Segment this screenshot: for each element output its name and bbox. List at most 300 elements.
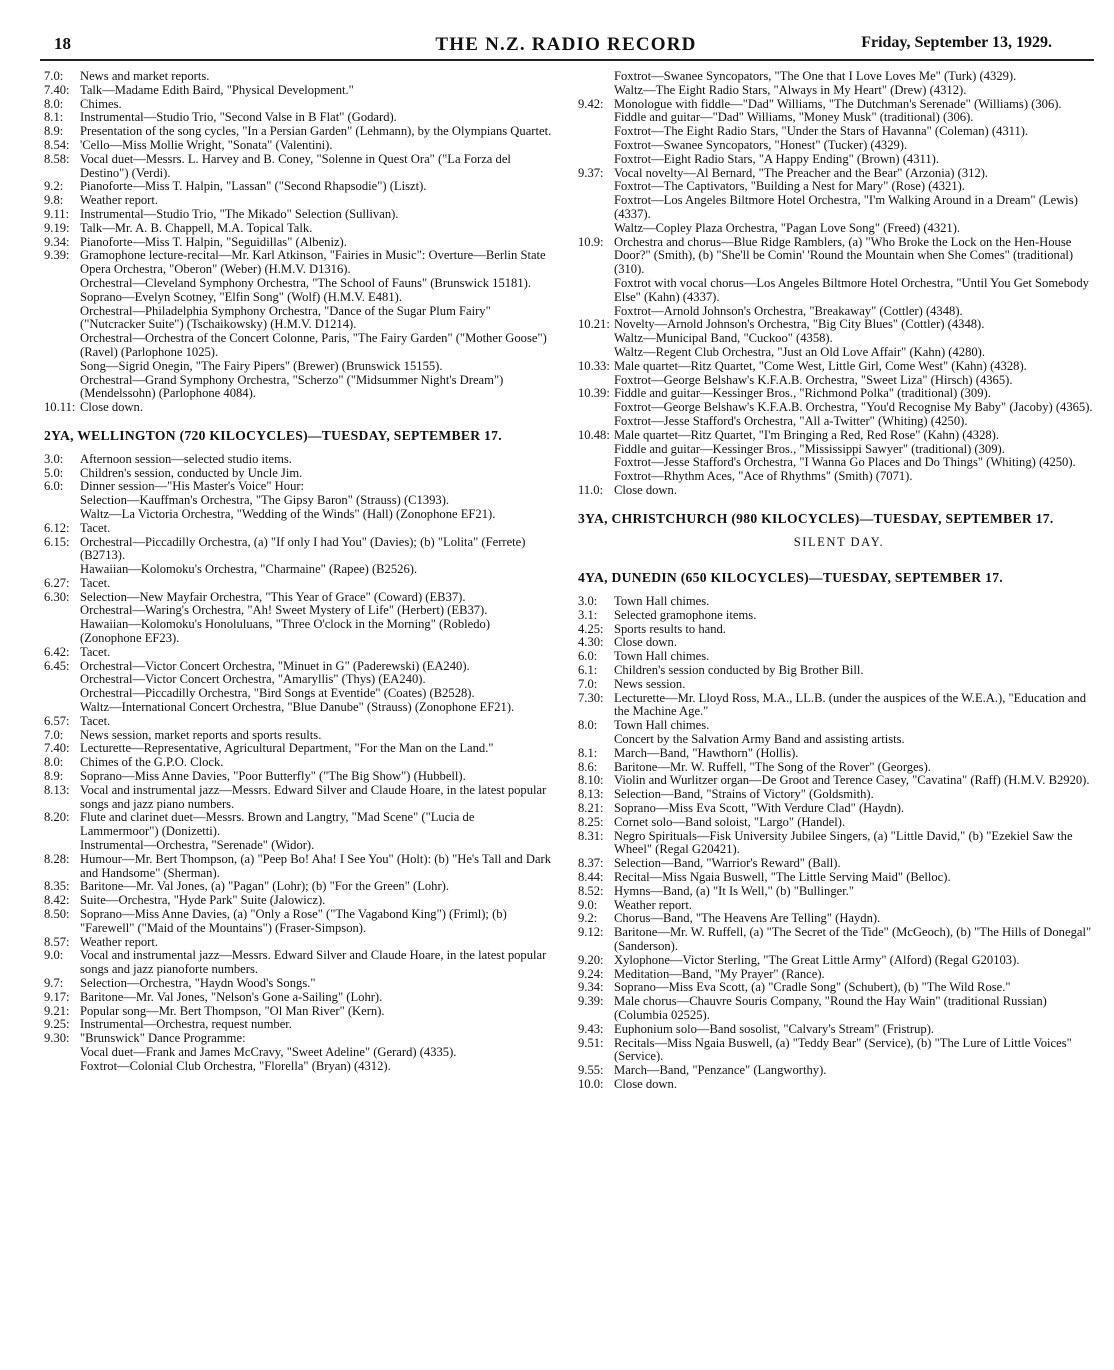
programme-entry (578, 194, 1100, 222)
entry-text: Male chorus—Chauvre Souris Company, "Round the Hay Wain" (traditional Russian) (Columbia 02525). (614, 994, 1047, 1022)
entry-time: 9.17: (44, 989, 70, 1004)
entry-time (44, 305, 80, 333)
programme-entry (44, 936, 552, 950)
programme-entry (44, 729, 552, 743)
entry-time: 9.8: (44, 193, 64, 208)
entry-text: Presentation of the song cycles, "In a Persian Garden" (Lehmann), by the Olympians Quartet. (80, 124, 552, 139)
programme-entry (578, 650, 1100, 664)
programme-entry (44, 880, 552, 894)
entry-text: Concert by the Salvation Army Band and assisting artists. (614, 732, 905, 747)
entry-time: 10.33: (578, 358, 610, 373)
entry-text: Instrumental—Orchestra, "Serenade" (Widor). (80, 838, 315, 853)
entry-text: March—Band, "Hawthorn" (Hollis). (614, 745, 799, 760)
entry-text: Vocal duet—Messrs. L. Harvey and B. Coney, "Solenne in Quest Ora" ("La Forza del Destino") (Verdi). (80, 151, 511, 180)
entry-text: Foxtrot—Arnold Johnson's Orchestra, "Breakaway" (Cottler) (4348). (614, 303, 963, 318)
programme-entry (44, 701, 552, 715)
entry-text: Cornet solo—Band soloist, "Largo" (Handel). (614, 814, 846, 829)
programme-entry (578, 816, 1100, 830)
programme-entry (578, 401, 1100, 415)
programme-entry (578, 733, 1100, 747)
entry-text: Waltz—Regent Club Orchestra, "Just an Old Love Affair" (Kahn) (4280). (614, 344, 986, 359)
entry-text: Close down. (614, 482, 677, 497)
entry-time: 8.35: (44, 879, 70, 894)
entry-text: Waltz—La Victoria Orchestra, "Wedding of the Winds" (Hall) (Zonophone EF21). (80, 506, 496, 521)
entry-text: Sports results to hand. (614, 621, 726, 636)
entry-time (578, 733, 614, 747)
entry-text: Novelty—Arnold Johnson's Orchestra, "Big City Blues" (Cottler) (4348). (614, 317, 985, 332)
entry-text: Selection—Band, "Strains of Victory" (Goldsmith). (614, 787, 874, 802)
programme-entry (578, 429, 1100, 443)
programme-entry (44, 522, 552, 536)
programme-entry (44, 1032, 552, 1046)
entry-text: Baritone—Mr. W. Ruffell, (a) "The Secret of the Tide" (McGeoch), (b) "The Hills of Donegal" (Sanderson). (614, 925, 1092, 954)
entry-text: Recitals—Miss Ngaia Buswell, (a) "Teddy Bear" (Service), (b) "The Lure of Little Voices" (Service). (614, 1035, 1072, 1064)
programme-entry (578, 871, 1100, 885)
entry-text: Foxtrot—Swanee Syncopators, "The One that I Love Loves Me" (Turk) (4329). (614, 69, 1017, 83)
entry-time: 9.30: (44, 1031, 70, 1046)
entry-text: Selection—Orchestra, "Haydn Wood's Songs." (80, 976, 316, 990)
entry-text: Foxtrot—Jesse Stafford's Orchestra, "I Wanna Go Places and Do Things" (Whiting) (4250). (614, 455, 1076, 470)
programme-entry (578, 678, 1100, 692)
entry-time: 8.58: (44, 151, 70, 166)
entry-time: 8.9: (44, 769, 64, 784)
entry-text: Soprano—Miss Anne Davies, (a) "Only a Rose" ("The Vagabond King") (Friml); (b) "Farewell" ("Maid of the Mountains") (Fraser-Simpson). (80, 907, 507, 935)
programme-entry (578, 774, 1100, 788)
entry-text: Orchestral—Waring's Orchestra, "Ah! Sweet Mystery of Life" (Herbert) (EB37). (80, 603, 488, 618)
entry-text: Baritone—Mr. Val Jones, (a) "Pagan" (Lohr); (b) "For the Green" (Lohr). (80, 879, 450, 894)
entry-text: Male quartet—Ritz Quartet, "I'm Bringing a Red, Red Rose" (Kahn) (4328). (614, 427, 1000, 442)
programme-entry (44, 591, 552, 605)
entry-text: Hymns—Band, (a) "It Is Well," (b) "Bullinger." (614, 883, 855, 898)
programme-entry (578, 719, 1100, 733)
programme-entry (578, 761, 1100, 775)
entry-time (44, 1060, 80, 1074)
entry-time: 9.25: (44, 1017, 70, 1032)
entry-time (578, 222, 614, 236)
entry-text: Orchestra and chorus—Blue Ridge Ramblers, (a) "Who Broke the Lock on the Hen-House Door?" (Smith), (b) "She'll be Comin' 'Round the Mountain when She Comes" (traditional) (310). (614, 234, 1074, 277)
entry-text: Foxtrot—The Captivators, "Building a Nest for Mary" (Rose) (4321). (614, 179, 965, 194)
entry-time: 4.30: (578, 635, 604, 650)
entry-time: 3.1: (578, 607, 598, 622)
entry-time: 6.57: (44, 713, 70, 728)
entry-text: Humour—Mr. Bert Thompson, (a) "Peep Bo! Aha! I See You" (Holt): (b) "He's Tall and Dark and Handsome" (Sherman). (80, 851, 552, 880)
entry-text: Flute and clarinet duet—Messrs. Brown and Langtry, "Mad Scene" ("Lucia de Lammermoor") (Donizetti). (80, 810, 475, 839)
entry-time: 9.20: (578, 952, 604, 967)
entry-time: 9.24: (578, 966, 604, 981)
entry-time: 9.51: (578, 1035, 604, 1050)
entry-time: 8.0: (44, 96, 64, 111)
entry-text: Waltz—Copley Plaza Orchestra, "Pagan Love Song" (Freed) (4321). (614, 220, 961, 235)
christchurch-note: SILENT DAY. (793, 534, 885, 549)
entry-time: 7.40: (44, 741, 70, 756)
entry-time (578, 374, 614, 388)
programme-entry (44, 1060, 552, 1074)
programme-entry (44, 401, 552, 415)
entry-time: 8.37: (578, 856, 604, 871)
programme-entry (44, 1018, 552, 1032)
entry-text: Chorus—Band, "The Heavens Are Telling" (Haydn). (614, 911, 881, 926)
header-rule (40, 59, 1094, 61)
wellington-heading: 2YA, WELLINGTON (720 KILOCYCLES)—TUESDAY, SEPTEMBER 17. (44, 427, 502, 443)
entry-time: 6.1: (578, 663, 598, 678)
entry-text: Foxtrot—Jesse Stafford's Orchestra, "All a-Twitter" (Whiting) (4250). (614, 413, 968, 428)
programme-entry (578, 926, 1100, 954)
programme-entry (44, 604, 552, 618)
programme-entry (578, 125, 1100, 139)
programme-entry (578, 236, 1100, 277)
entry-text: Selected gramophone items. (614, 607, 757, 622)
programme-entry (44, 977, 552, 991)
entry-time: 8.31: (578, 828, 604, 843)
entry-text: Town Hall chimes. (614, 718, 710, 733)
entry-time (578, 153, 614, 167)
entry-text: Vocal and instrumental jazz—Messrs. Edward Silver and Claude Hoare, in the latest popular songs and jazz pianoforte numbers. (80, 948, 547, 977)
programme-entry (44, 618, 552, 646)
entry-time: 6.0: (44, 479, 64, 494)
entry-time: 8.28: (44, 851, 70, 866)
entry-text: Children's session conducted by Big Brother Bill. (614, 663, 864, 678)
entry-text: Afternoon session—selected studio items. (80, 451, 292, 466)
entry-time (44, 374, 80, 402)
programme-entry (578, 111, 1100, 125)
programme-entry (578, 968, 1100, 982)
entry-text: Orchestral—Victor Concert Orchestra, "Amaryllis" (Thys) (EA240). (80, 672, 426, 687)
programme-entry (578, 609, 1100, 623)
programme-entry (578, 747, 1100, 761)
programme-entry (44, 811, 552, 839)
entry-text: Gramophone lecture-recital—Mr. Karl Atkinson, "Fairies in Music": Overture—Berlin State Opera Orchestra, "Oberon" (Weber) (H.M.V. D1316). (80, 248, 546, 277)
programme-entry (44, 536, 552, 564)
entry-text: Close down. (614, 1076, 677, 1091)
entry-text: Hawaiian—Kolomoku's Honoluluans, "Three O'clock in the Morning" (Robledo) (Zonophone EF23). (80, 617, 491, 646)
programme-entry (44, 949, 552, 977)
programme-entry (578, 623, 1100, 637)
entry-text: Close down. (80, 400, 143, 415)
programme-entry (44, 563, 552, 577)
entry-time: 9.7: (44, 976, 64, 990)
programme-entry (44, 660, 552, 674)
entry-time (44, 494, 80, 508)
entry-text: Song—Sigrid Onegin, "The Fairy Pipers" (Brewer) (Brunswick 15155). (80, 358, 443, 373)
continued-dance-programme-list (578, 70, 1100, 498)
programme-entry (578, 830, 1100, 858)
entry-time: 9.43: (578, 1021, 604, 1036)
entry-time: 6.42: (44, 644, 70, 659)
entry-time: 7.0: (44, 69, 64, 83)
entry-text: Waltz—Municipal Band, "Cuckoo" (4358). (614, 331, 833, 346)
entry-text: Baritone—Mr. Val Jones, "Nelson's Gone a-Sailing" (Lohr). (80, 989, 383, 1004)
entry-text: Vocal novelty—Al Bernard, "The Preacher and the Bear" (Arzonia) (312). (614, 165, 989, 180)
entry-text: "Brunswick" Dance Programme: (80, 1031, 246, 1046)
entry-time: 6.15: (44, 534, 70, 549)
programme-entry (578, 180, 1100, 194)
entry-time: 8.10: (578, 773, 604, 788)
entry-time (578, 194, 614, 222)
programme-entry (578, 222, 1100, 236)
entry-time (578, 70, 614, 84)
entry-text: Pianoforte—Miss T. Halpin, "Seguidillas" (Albeniz). (80, 234, 347, 249)
left-column (44, 70, 552, 1074)
programme-entry (44, 1046, 552, 1060)
entry-time (44, 604, 80, 618)
entry-time: 9.0: (44, 948, 64, 963)
programme-entry (44, 908, 552, 936)
programme-entry (44, 360, 552, 374)
entry-time (44, 332, 80, 360)
entry-time (44, 360, 80, 374)
entry-time: 6.27: (44, 575, 70, 590)
entry-time: 7.30: (578, 690, 604, 705)
programme-entry (578, 98, 1100, 112)
entry-text: Suite—Orchestra, "Hyde Park" Suite (Jalowicz). (80, 893, 326, 908)
entry-time: 9.12: (578, 925, 604, 940)
entry-time (44, 277, 80, 291)
entry-time: 8.1: (578, 745, 598, 760)
programme-entry (44, 125, 552, 139)
wellington-programme-list (44, 453, 552, 1074)
programme-entry (44, 577, 552, 591)
entry-time: 8.13: (578, 787, 604, 802)
entry-time: 9.11: (44, 206, 70, 221)
programme-entry (44, 853, 552, 881)
programme-entry (44, 111, 552, 125)
programme-entry (578, 360, 1100, 374)
programme-entry (44, 715, 552, 729)
programme-entry (578, 981, 1100, 995)
entry-time: 9.21: (44, 1003, 70, 1018)
entry-text: March—Band, "Penzance" (Langworthy). (614, 1063, 827, 1078)
programme-entry (578, 954, 1100, 968)
entry-time: 7.0: (44, 727, 64, 742)
entry-time: 8.20: (44, 810, 70, 825)
entry-time: 9.39: (578, 994, 604, 1009)
entry-text: Waltz—The Eight Radio Stars, "Always in My Heart" (Drew) (4312). (614, 82, 967, 97)
entry-time (44, 687, 80, 701)
entry-text: Selection—Band, "Warrior's Reward" (Ball). (614, 856, 841, 871)
entry-text: Lecturette—Representative, Agricultural Department, "For the Man on the Land." (80, 741, 494, 756)
entry-text: News session. (614, 676, 686, 691)
programme-entry (578, 387, 1100, 401)
entry-text: Town Hall chimes. (614, 594, 710, 609)
programme-entry (44, 770, 552, 784)
entry-time (44, 673, 80, 687)
programme-entry (578, 70, 1100, 84)
entry-time (578, 332, 614, 346)
programme-entry (44, 894, 552, 908)
entry-text: Tacet. (80, 520, 111, 535)
entry-text: Foxtrot with vocal chorus—Los Angeles Biltmore Hotel Orchestra, "Until You Get Somebody Else" (Kahn) (4337). (614, 275, 1089, 304)
entry-time: 8.21: (578, 801, 604, 816)
entry-text: Hawaiian—Kolomoku's Orchestra, "Charmaine" (Rapee) (B2526). (80, 562, 418, 577)
entry-time: 9.55: (578, 1063, 604, 1078)
programme-entry (578, 167, 1100, 181)
entry-time: 8.50: (44, 907, 70, 922)
dunedin-programme-list (578, 595, 1100, 1092)
entry-text: Talk—Mr. A. B. Chappell, M.A. Topical Talk. (80, 220, 313, 235)
programme-entry (578, 456, 1100, 470)
entry-time: 8.44: (578, 870, 604, 885)
entry-time (578, 111, 614, 125)
programme-entry (578, 415, 1100, 429)
programme-entry (44, 194, 552, 208)
entry-text: Instrumental—Studio Trio, "The Mikado" Selection (Sullivan). (80, 206, 399, 221)
programme-entry (44, 374, 552, 402)
entry-text: News and market reports. (80, 69, 210, 83)
entry-time: 9.37: (578, 165, 604, 180)
entry-time: 6.45: (44, 658, 70, 673)
entry-text: Weather report. (80, 934, 159, 949)
entry-text: Chimes. (80, 96, 122, 111)
entry-text: Vocal duet—Frank and James McCravy, "Sweet Adeline" (Gerard) (4335). (80, 1044, 457, 1059)
entry-time: 6.30: (44, 589, 70, 604)
programme-entry (578, 912, 1100, 926)
entry-time: 10.9: (578, 234, 604, 249)
entry-time: 9.0: (578, 897, 598, 912)
entry-text: Male quartet—Ritz Quartet, "Come West, Little Girl, Come West" (Kahn) (4328). (614, 358, 1027, 373)
programme-entry (44, 467, 552, 481)
entry-text: Foxtrot—Colonial Club Orchestra, "Florella" (Bryan) (4312). (80, 1058, 391, 1073)
entry-time: 8.0: (578, 718, 598, 733)
programme-entry (44, 687, 552, 701)
programme-entry (578, 595, 1100, 609)
entry-text: Orchestral—Piccadilly Orchestra, (a) "If only I had You" (Davies); (b) "Lolita" (Ferrete) (B2713). (80, 534, 526, 563)
entry-text: Weather report. (614, 897, 693, 912)
entry-time (578, 470, 614, 484)
entry-text: Baritone—Mr. W. Ruffell, "The Song of the Rover" (Georges). (614, 759, 931, 774)
entry-text: Talk—Madame Edith Baird, "Physical Development." (80, 82, 354, 97)
programme-entry (44, 98, 552, 112)
entry-text: News session, market reports and sports results. (80, 727, 322, 742)
entry-text: Foxtrot—George Belshaw's K.F.A.B. Orchestra, "You'd Recognise My Baby" (Jacoby) (4365). (614, 400, 1093, 415)
programme-entry (578, 1037, 1100, 1065)
entry-time: 9.34: (44, 234, 70, 249)
programme-entry (44, 249, 552, 277)
entry-time: 8.1: (44, 110, 64, 125)
entry-text: Negro Spirituals—Fisk University Jubilee Singers, (a) "Little David," (b) "Ezekiel Saw the Wheel" (Regal G20421). (614, 828, 1073, 857)
entry-time: 7.40: (44, 82, 70, 97)
entry-text: Fiddle and guitar—Kessinger Bros., "Richmond Polka" (traditional) (309). (614, 386, 991, 401)
entry-text: Soprano—Miss Anne Davies, "Poor Butterfly" ("The Big Show") (Hubbell). (80, 769, 466, 784)
entry-text: Chimes of the G.P.O. Clock. (80, 755, 224, 770)
programme-entry (44, 70, 552, 84)
programme-entry (578, 857, 1100, 871)
entry-text: Foxtrot—Swanee Syncopators, "Honest" (Tucker) (4329). (614, 137, 908, 152)
entry-time: 11.0: (578, 482, 604, 497)
entry-time (578, 346, 614, 360)
programme-entry (44, 291, 552, 305)
entry-time: 10.21: (578, 317, 610, 332)
entry-text: Close down. (614, 635, 677, 650)
programme-entry (44, 139, 552, 153)
entry-time: 8.6: (578, 759, 598, 774)
programme-entry (44, 646, 552, 660)
entry-time: 9.34: (578, 980, 604, 995)
programme-entry (578, 1078, 1100, 1092)
entry-time: 10.0: (578, 1076, 604, 1091)
entry-text: Violin and Wurlitzer organ—De Groot and Terence Casey, "Cavatina" (Raff) (H.M.V. B2920). (614, 773, 1090, 788)
entry-time: 9.2: (578, 911, 598, 926)
entry-time (44, 618, 80, 646)
entry-time (578, 139, 614, 153)
programme-entry (578, 899, 1100, 913)
entry-time: 8.57: (44, 934, 70, 949)
right-column (578, 70, 1100, 1092)
issue-date: Friday, September 13, 1929. (861, 34, 1052, 51)
programme-entry (578, 318, 1100, 332)
entry-text: Orchestral—Grand Symphony Orchestra, "Scherzo" ("Midsummer Night's Dream") (Mendelssohn) (Parlophone 4084). (80, 372, 504, 401)
programme-entry (44, 839, 552, 853)
entry-time: 8.0: (44, 755, 64, 770)
page-number: 18 (54, 34, 71, 53)
entry-time: 6.0: (578, 649, 598, 664)
publication-title: THE N.Z. RADIO RECORD (435, 34, 697, 55)
entry-time: 8.9: (44, 124, 64, 139)
entry-time (578, 401, 614, 415)
programme-entry (44, 756, 552, 770)
entry-text: Tacet. (80, 644, 111, 659)
entry-time (578, 180, 614, 194)
entry-text: Orchestral—Cleveland Symphony Orchestra, "The School of Fauns" (Brunswick 15181). (80, 275, 531, 290)
programme-entry (44, 222, 552, 236)
entry-text: Pianoforte—Miss T. Halpin, "Lassan" ("Second Rhapsodie") (Liszt). (80, 179, 427, 194)
programme-entry (578, 664, 1100, 678)
entry-text: Instrumental—Orchestra, request number. (80, 1017, 292, 1032)
entry-time: 8.25: (578, 814, 604, 829)
entry-time (44, 1046, 80, 1060)
entry-time: 9.42: (578, 96, 604, 111)
entry-time: 10.39: (578, 386, 610, 401)
entry-text: Vocal and instrumental jazz—Messrs. Edward Silver and Claude Hoare, in the latest popular songs and jazz piano numbers. (80, 782, 547, 811)
programme-entry (578, 788, 1100, 802)
entry-time: 3.0: (44, 451, 64, 466)
programme-entry (44, 208, 552, 222)
entry-text: Tacet. (80, 575, 111, 590)
entry-time (578, 456, 614, 470)
entry-text: Orchestral—Philadelphia Symphony Orchestra, "Dance of the Sugar Plum Fairy" ("Nutcracker Suite") (Tschaikowsky) (H.M.V. D1214). (80, 303, 491, 332)
programme-entry (578, 305, 1100, 319)
entry-time (44, 839, 80, 853)
entry-time: 8.42: (44, 893, 70, 908)
programme-entry (44, 480, 552, 494)
entry-text: Selection—New Mayfair Orchestra, "This Year of Grace" (Coward) (EB37). (80, 589, 466, 604)
entry-text: Orchestral—Orchestra of the Concert Colonne, Paris, "The Fairy Garden" ("Mother Goose") (Ravel) (Parlophone 1025). (80, 331, 547, 359)
entry-text: Tacet. (80, 713, 111, 728)
entry-text: Children's session, conducted by Uncle Jim. (80, 465, 303, 480)
programme-entry (578, 470, 1100, 484)
entry-text: Waltz—International Concert Orchestra, "Blue Danube" (Strauss) (Zonophone EF21). (80, 700, 515, 715)
entry-time: 6.12: (44, 520, 70, 535)
programme-entry (44, 742, 552, 756)
programme-entry (44, 784, 552, 812)
programme-entry (44, 332, 552, 360)
entry-time (578, 443, 614, 457)
programme-entry (44, 305, 552, 333)
programme-entry (44, 453, 552, 467)
entry-time (44, 563, 80, 577)
entry-text: Foxtrot—Rhythm Aces, "Ace of Rhythms" (Smith) (7071). (614, 469, 913, 484)
programme-entry (578, 692, 1100, 720)
entry-time (44, 701, 80, 715)
programme-entry (578, 139, 1100, 153)
entry-time: 10.11: (44, 400, 76, 415)
entry-time: 9.2: (44, 179, 64, 194)
programme-entry (44, 180, 552, 194)
entry-text: Recital—Miss Ngaia Buswell, "The Little Serving Maid" (Belloc). (614, 870, 951, 885)
programme-entry (578, 332, 1100, 346)
programme-entry (578, 484, 1100, 498)
entry-time: 10.48: (578, 427, 610, 442)
programme-entry (578, 1064, 1100, 1078)
